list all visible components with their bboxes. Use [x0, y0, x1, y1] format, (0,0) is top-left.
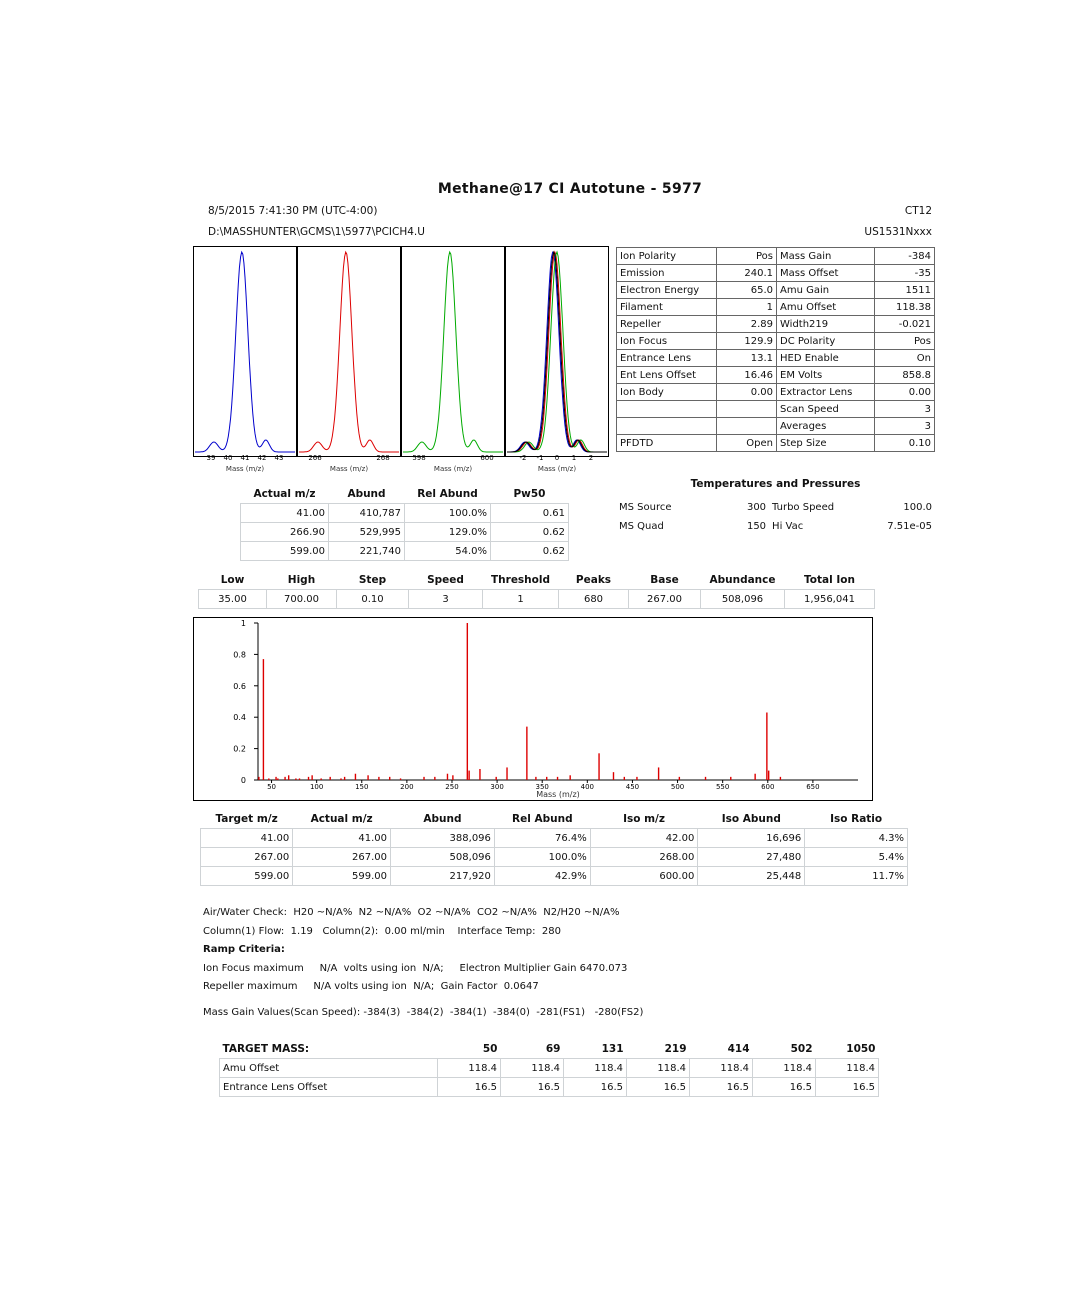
param-value: On	[875, 350, 935, 367]
target-value: 118.4	[816, 1059, 879, 1078]
x-tick-label: 650	[806, 783, 820, 791]
peaks-cell: 266.90	[241, 523, 329, 542]
param-label: EM Volts	[777, 367, 875, 384]
peaks-row	[241, 523, 569, 542]
scan-table	[198, 571, 875, 609]
peak-tick-label: 41	[240, 454, 250, 462]
target-header: 219	[664, 1043, 687, 1055]
peak-tick-label: -1	[536, 454, 544, 462]
y-tick-label: 1	[240, 619, 246, 628]
scan-cell: 35.00	[199, 590, 267, 609]
peaks-cell: 0.61	[491, 504, 569, 523]
peaks-cell: 0.62	[491, 523, 569, 542]
mass-gain-values: Mass Gain Values(Scan Speed): -384(3) -384(2) -384(1) -384(0) -281(FS1) -280(FS2)	[203, 1006, 644, 1018]
peaks-header: Rel Abund	[417, 488, 478, 500]
target-value: 16.5	[627, 1078, 690, 1097]
param-value	[717, 401, 777, 418]
x-tick-label: 550	[715, 783, 730, 791]
param-label: Mass Offset	[777, 265, 875, 282]
peaks-header: Pw50	[513, 488, 546, 500]
ratio-cell: 267.00	[201, 848, 293, 867]
report-datetime: 8/5/2015 7:41:30 PM (UTC-4:00)	[208, 205, 378, 217]
param-value: 13.1	[717, 350, 777, 367]
target-value: 16.5	[753, 1078, 816, 1097]
scan-header: Total Ion	[804, 574, 855, 586]
peak-tick-label: 1	[571, 454, 577, 462]
spectrum-chart	[193, 617, 873, 802]
x-tick-label: 200	[400, 783, 414, 791]
param-label: Ion Polarity	[617, 248, 717, 265]
serial-number: US1531Nxxx	[864, 226, 932, 238]
param-value: -384	[875, 248, 935, 265]
ratio-row	[201, 848, 908, 867]
temps-value: 100.0	[903, 502, 932, 513]
ratio-table	[200, 810, 908, 886]
ramp-ion-focus: Ion Focus maximum N/A volts using ion N/A; Electron Multiplier Gain 6470.073	[203, 962, 628, 974]
param-label: Amu Offset	[777, 299, 875, 316]
param-value: 0.00	[717, 384, 777, 401]
ratio-cell: 25,448	[698, 867, 805, 886]
target-value: 16.5	[816, 1078, 879, 1097]
report-title: Methane@17 CI Autotune - 5977	[437, 181, 703, 197]
target-label: Entrance Lens Offset	[220, 1078, 438, 1097]
x-tick-label: 300	[490, 783, 504, 791]
temps-label: MS Quad	[619, 521, 664, 532]
peaks-cell: 129.0%	[405, 523, 491, 542]
param-row	[617, 248, 935, 265]
peaks-header: Abund	[347, 488, 386, 500]
ratio-cell: 76.4%	[494, 829, 590, 848]
param-value: 16.46	[717, 367, 777, 384]
air-water-check: Air/Water Check: H20 ~N/A% N2 ~N/A% O2 ~N/A% CO2 ~N/A% N2/H20 ~N/A%	[203, 907, 620, 918]
ramp-title: Ramp Criteria:	[203, 944, 285, 955]
param-value: 1	[717, 299, 777, 316]
param-label: Mass Gain	[777, 248, 875, 265]
scan-header: Base	[650, 574, 679, 586]
ratio-header: Target m/z	[215, 813, 278, 825]
param-label: Width219	[777, 316, 875, 333]
peak-tick-label: 0	[554, 454, 560, 462]
x-tick-label: 100	[309, 783, 324, 791]
ratio-cell: 16,696	[698, 829, 805, 848]
column-flow: Column(1) Flow: 1.19 Column(2): 0.00 ml/min Interface Temp: 280	[203, 925, 561, 937]
target-value: 118.4	[753, 1059, 816, 1078]
peak-tick-label: 2	[588, 454, 594, 462]
scan-cell: 0.10	[337, 590, 409, 609]
ratio-cell: 5.4%	[805, 848, 908, 867]
ratio-header: Iso Abund	[721, 813, 781, 825]
scan-cell: 700.00	[267, 590, 337, 609]
peak-tick-label: 40	[223, 454, 233, 462]
param-value: 240.1	[717, 265, 777, 282]
param-row	[617, 367, 935, 384]
ratio-header: Rel Abund	[512, 813, 573, 825]
param-value: 2.89	[717, 316, 777, 333]
peak-tick-label: 600	[480, 454, 494, 462]
param-value: Open	[717, 435, 777, 452]
param-value: 0.10	[875, 435, 935, 452]
param-value: Pos	[717, 248, 777, 265]
peak-profiles	[193, 246, 611, 478]
x-tick-label: 500	[670, 783, 685, 791]
param-label: Scan Speed	[777, 401, 875, 418]
scan-cell: 3	[409, 590, 483, 609]
target-header: TARGET MASS:	[222, 1043, 310, 1055]
ratio-cell: 267.00	[293, 848, 391, 867]
ct-label: CT12	[904, 205, 932, 217]
param-label	[617, 401, 717, 418]
x-tick-label: 350	[535, 783, 549, 791]
param-value: 0.00	[875, 384, 935, 401]
peak-tick-label: 266	[308, 454, 322, 462]
peak-panel-1	[194, 247, 297, 474]
ratio-cell: 508,096	[391, 848, 495, 867]
target-value: 16.5	[690, 1078, 753, 1097]
param-label: Ion Body	[617, 384, 717, 401]
peak-xlabel: Mass (m/z)	[329, 465, 369, 473]
info-block	[203, 904, 643, 1022]
peaks-cell: 221,740	[329, 542, 405, 561]
scan-cell: 680	[559, 590, 629, 609]
scan-header: Threshold	[491, 574, 550, 586]
param-label: PFDTD	[617, 435, 717, 452]
param-value: -35	[875, 265, 935, 282]
peak-tick-label: 598	[412, 454, 426, 462]
x-tick-label: 250	[445, 783, 459, 791]
peak-tick-label: 268	[376, 454, 390, 462]
temps-value: 300	[746, 502, 767, 513]
temps-row	[616, 517, 935, 536]
target-value: 118.4	[438, 1059, 501, 1078]
target-header: 50	[482, 1043, 498, 1055]
peak-tick-label: -2	[519, 454, 527, 462]
peaks-header: Actual m/z	[253, 488, 316, 500]
ratio-cell: 4.3%	[805, 829, 908, 848]
target-value: 118.4	[564, 1059, 627, 1078]
peaks-row	[241, 542, 569, 561]
ratio-cell: 217,920	[391, 867, 495, 886]
scan-cell: 508,096	[701, 590, 785, 609]
ramp-repeller: Repeller maximum N/A volts using ion N/A; Gain Factor 0.0647	[203, 981, 539, 992]
target-value: 16.5	[501, 1078, 564, 1097]
x-tick-label: 150	[355, 783, 369, 791]
ratio-cell: 42.9%	[494, 867, 590, 886]
param-row	[617, 435, 935, 452]
spectrum-xlabel: Mass (m/z)	[536, 790, 580, 799]
target-header: 131	[601, 1043, 624, 1055]
x-tick-label: 50	[267, 783, 276, 791]
param-value: 3	[875, 418, 935, 435]
param-label: Entrance Lens	[617, 350, 717, 367]
temps-value: 150	[746, 521, 767, 532]
peak-tick-label: 39	[206, 454, 216, 462]
ratio-cell: 41.00	[201, 829, 293, 848]
peak-tick-label: 42	[257, 454, 267, 462]
ratio-header: Actual m/z	[310, 813, 373, 825]
peak-xlabel: Mass (m/z)	[433, 465, 473, 473]
peak-xlabel: Mass (m/z)	[537, 465, 577, 473]
temps-table	[616, 498, 935, 536]
peak-xlabel: Mass (m/z)	[225, 465, 265, 473]
param-value: 118.38	[875, 299, 935, 316]
param-value: 1511	[875, 282, 935, 299]
param-row	[617, 333, 935, 350]
scan-cell: 267.00	[629, 590, 701, 609]
param-label: Emission	[617, 265, 717, 282]
peaks-cell: 41.00	[241, 504, 329, 523]
peaks-cell: 599.00	[241, 542, 329, 561]
target-header: 69	[545, 1043, 561, 1055]
peak-tick-label: 43	[274, 454, 284, 462]
temps-label: Hi Vac	[772, 521, 804, 532]
y-tick-label: 0.8	[233, 650, 246, 660]
target-header: 1050	[846, 1043, 876, 1055]
target-mass-table	[219, 1040, 879, 1097]
ratio-cell: 42.00	[590, 829, 698, 848]
param-row	[617, 316, 935, 333]
ratio-cell: 27,480	[698, 848, 805, 867]
scan-row	[199, 590, 875, 609]
target-value: 118.4	[501, 1059, 564, 1078]
y-tick-label: 0.4	[233, 713, 246, 723]
param-value: 858.8	[875, 367, 935, 384]
param-label: Step Size	[777, 435, 875, 452]
param-row	[617, 418, 935, 435]
ratio-row	[201, 829, 908, 848]
param-label: Averages	[777, 418, 875, 435]
scan-header: Speed	[427, 574, 464, 586]
y-tick-label: 0.6	[233, 681, 246, 691]
peaks-cell: 0.62	[491, 542, 569, 561]
temps-row	[616, 498, 935, 517]
param-label: Repeller	[617, 316, 717, 333]
scan-cell: 1	[483, 590, 559, 609]
temps-value: 7.51e-05	[887, 521, 932, 532]
target-label: Amu Offset	[220, 1059, 438, 1078]
scan-header: Low	[220, 574, 245, 586]
ratio-header: Iso m/z	[623, 813, 665, 825]
ratio-header: Iso Ratio	[830, 813, 883, 825]
param-row	[617, 299, 935, 316]
peaks-table	[240, 485, 569, 561]
x-tick-label: 450	[625, 783, 640, 791]
param-label: Ent Lens Offset	[617, 367, 717, 384]
target-header: 414	[727, 1043, 750, 1055]
param-row	[617, 401, 935, 418]
peak-panel-2	[298, 247, 401, 474]
param-value: 65.0	[717, 282, 777, 299]
ratio-header: Abund	[423, 813, 462, 825]
param-value: -0.021	[875, 316, 935, 333]
param-row	[617, 265, 935, 282]
ratio-cell: 599.00	[293, 867, 391, 886]
ratio-cell: 11.7%	[805, 867, 908, 886]
scan-header: Abundance	[709, 574, 776, 586]
target-value: 118.4	[627, 1059, 690, 1078]
temps-title: Temperatures and Pressures	[690, 478, 861, 490]
ratio-cell: 268.00	[590, 848, 698, 867]
ratio-cell: 388,096	[391, 829, 495, 848]
scan-header: High	[287, 574, 316, 586]
target-header: 502	[790, 1043, 813, 1055]
param-row	[617, 282, 935, 299]
peak-panel-4	[506, 247, 609, 474]
method-path: D:\MASSHUNTER\GCMS\1\5977\PCICH4.U	[208, 226, 425, 238]
ratio-cell: 599.00	[201, 867, 293, 886]
param-row	[617, 384, 935, 401]
peak-panel-3	[402, 247, 505, 474]
y-tick-label: 0.2	[233, 744, 246, 754]
ratio-cell: 41.00	[293, 829, 391, 848]
param-label	[617, 418, 717, 435]
param-value	[717, 418, 777, 435]
temps-label: MS Source	[619, 502, 672, 513]
param-label: Electron Energy	[617, 282, 717, 299]
target-row	[220, 1059, 879, 1078]
ratio-cell: 100.0%	[494, 848, 590, 867]
ratio-row	[201, 867, 908, 886]
y-tick-label: 0	[240, 776, 246, 785]
param-label: Extractor Lens	[777, 384, 875, 401]
param-value: 129.9	[717, 333, 777, 350]
ratio-cell: 600.00	[590, 867, 698, 886]
param-value: 3	[875, 401, 935, 418]
target-value: 16.5	[438, 1078, 501, 1097]
peaks-cell: 410,787	[329, 504, 405, 523]
temps-label: Turbo Speed	[772, 502, 835, 513]
x-tick-label: 400	[580, 783, 595, 791]
param-label: DC Polarity	[777, 333, 875, 350]
scan-cell: 1,956,041	[785, 590, 875, 609]
scan-header: Peaks	[575, 574, 612, 586]
param-label: Filament	[617, 299, 717, 316]
peaks-cell: 529,995	[329, 523, 405, 542]
param-label: Amu Gain	[777, 282, 875, 299]
target-row	[220, 1078, 879, 1097]
target-value: 118.4	[690, 1059, 753, 1078]
parameters-table	[616, 247, 935, 452]
chart-frame	[194, 618, 873, 801]
target-value: 16.5	[564, 1078, 627, 1097]
scan-header: Step	[358, 574, 387, 586]
peaks-cell: 54.0%	[405, 542, 491, 561]
param-label: HED Enable	[777, 350, 875, 367]
peaks-cell: 100.0%	[405, 504, 491, 523]
param-label: Ion Focus	[617, 333, 717, 350]
peaks-row	[241, 504, 569, 523]
param-value: Pos	[875, 333, 935, 350]
param-row	[617, 350, 935, 367]
x-tick-label: 600	[761, 783, 775, 791]
